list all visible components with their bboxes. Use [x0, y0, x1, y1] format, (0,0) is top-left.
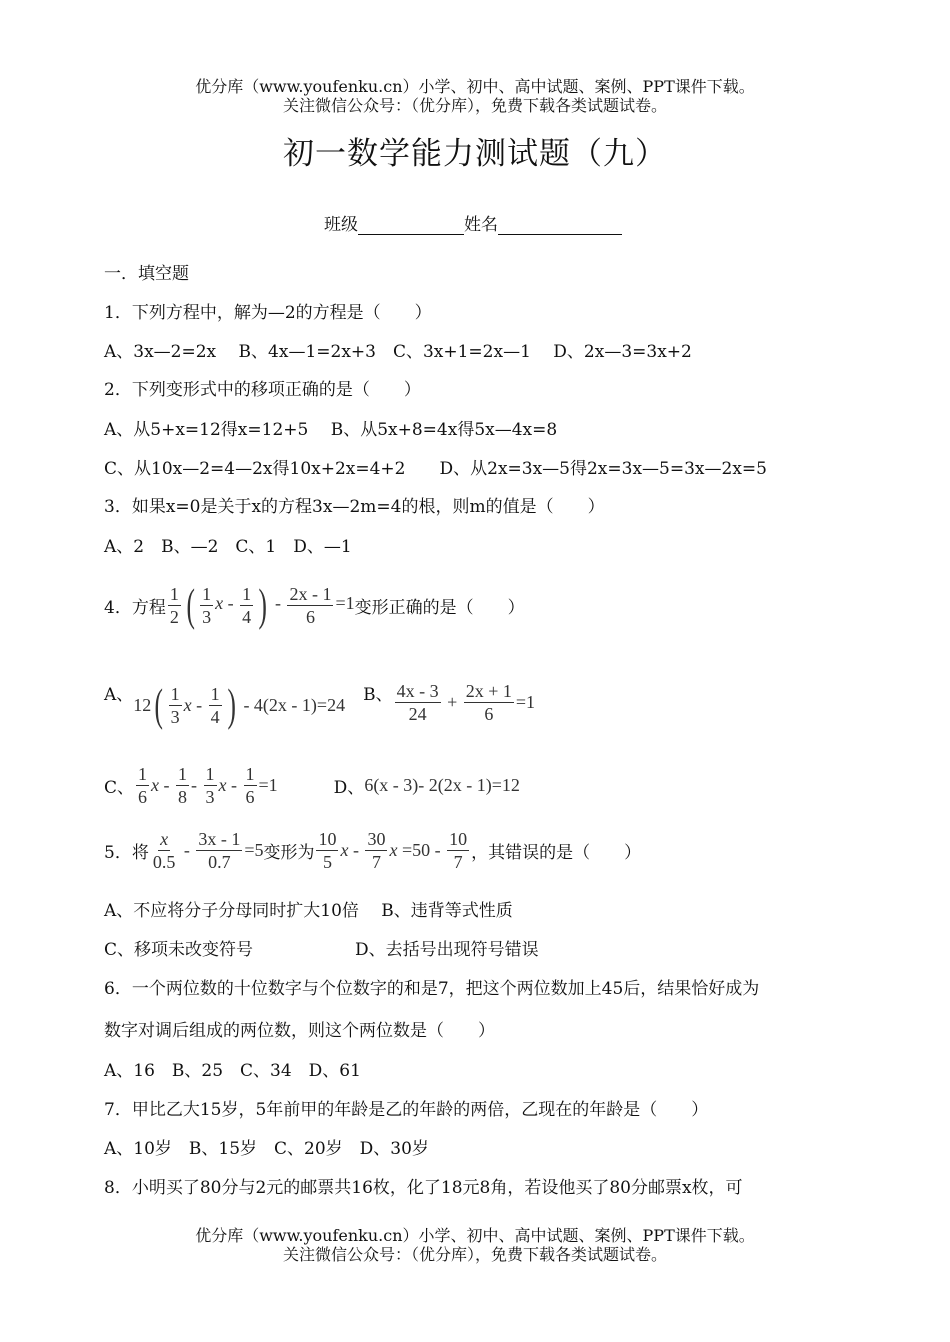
class-label: 班级: [324, 215, 358, 235]
section-heading: 一．填空题: [104, 264, 189, 284]
question-4-options-ab: A、 12 ( $\frac{1}{3}$ x - $\frac{1}{4}$ ) - 4(2x - 1)=24 B、 $\frac{4x - 3}{24}$ + $\frac{2x + 1}{6}$ =1: [104, 679, 536, 730]
question-5-options-ab: A、不应将分子分母同时扩大10倍 B、违背等式性质: [104, 901, 513, 921]
header-line-1: 优分库（www.youfenku.cn）小学、初中、高中试题、案例、PPT课件下载。: [195, 77, 755, 96]
question-1: 1．下列方程中，解为—2的方程是（ ）: [104, 303, 432, 323]
question-6-continued: 数字对调后组成的两位数，则这个两位数是（ ）: [104, 1021, 495, 1041]
name-label: 姓名: [464, 215, 498, 235]
question-4-option-b: $\frac{4x - 3}{24}$ + $\frac{2x + 1}{6}$ =1: [396, 681, 536, 724]
question-4-equation: $\frac{1}{2}$ ( $\frac{1}{3}$ x - $\frac{1}{4}$ ) - $\frac{2x - 1}{6}$ =1: [169, 579, 355, 630]
question-5-equation-original: $\frac{x}{0.5}$ - $\frac{3x - 1}{0.7}$ =5: [152, 829, 264, 872]
question-7-options: A、10岁 B、15岁 C、20岁 D、30岁: [104, 1139, 429, 1159]
question-1-options: A、3x—2=2x B、4x—1=2x+3 C、3x+1=2x—1 D、2x—3=3x+2: [104, 342, 692, 362]
student-info: [324, 210, 622, 235]
question-8: 8．小明买了80分与2元的邮票共16枚，化了18元8角，若设他买了80分邮票x枚，可: [104, 1178, 743, 1198]
question-2-options-ab: A、从5+x=12得x=12+5 B、从5x+8=4x得5x—4x=8: [104, 420, 558, 440]
name-blank[interactable]: [498, 234, 622, 235]
question-4-option-d: 6(x - 3)- 2(2x - 1)=12: [364, 775, 520, 795]
question-6: 6．一个两位数的十位数字与个位数字的和是7，把这个两位数加上45后，结果恰好成为: [104, 979, 760, 999]
question-4-prefix: 4．方程: [104, 597, 166, 618]
question-5-options-cd: C、移项未改变符号 D、去括号出现符号错误: [104, 940, 539, 960]
question-6-options: A、16 B、25 C、34 D、61: [104, 1061, 361, 1081]
footer-line-1: 优分库（www.youfenku.cn）小学、初中、高中试题、案例、PPT课件下载。: [195, 1226, 755, 1245]
question-3: 3．如果x=0是关于x的方程3x—2m=4的根，则m的值是（ ）: [104, 497, 605, 517]
question-4-suffix: 变形正确的是（ ）: [354, 597, 525, 618]
page-title: 初一数学能力测试题（九）: [283, 136, 667, 172]
question-4-options-cd: C、 $\frac{1}{6}$ x - $\frac{1}{8}$ - $\frac{1}{3}$ x - $\frac{1}{6}$ =1 D、 6(x - 3)- 2(2x - 1)=12: [104, 764, 520, 807]
question-7: 7．甲比乙大15岁，5年前甲的年龄是乙的年龄的两倍，乙现在的年龄是（ ）: [104, 1100, 709, 1120]
question-4-option-a: 12 ( $\frac{1}{3}$ x - $\frac{1}{4}$ ) - 4(2x - 1)=24: [133, 679, 346, 730]
question-5-equation-transformed: $\frac{10}{5}$ x - $\frac{30}{7}$ x =50 - $\frac{10}{7}$: [318, 829, 468, 872]
footer-line-2: 关注微信公众号：（优分库），免费下载各类试题试卷。: [282, 1245, 667, 1264]
question-4: [104, 579, 525, 630]
question-2: 2．下列变形式中的移项正确的是（ ）: [104, 380, 421, 400]
question-5: 5．将 $\frac{x}{0.5}$ - $\frac{3x - 1}{0.7}$ =5 变形为 $\frac{10}{5}$ x - $\frac{30}{7}$ x =50 - $\frac{10}{7}$ ，其错误的是（ ）: [104, 829, 642, 872]
question-4-option-c: $\frac{1}{6}$ x - $\frac{1}{8}$ - $\frac{1}{3}$ x - $\frac{1}{6}$ =1: [138, 764, 278, 807]
question-3-options: A、2 B、—2 C、1 D、—1: [104, 537, 352, 557]
header-line-2: 关注微信公众号：（优分库），免费下载各类试题试卷。: [282, 96, 667, 115]
question-2-options-cd: C、从10x—2=4—2x得10x+2x=4+2 D、从2x=3x—5得2x=3x—5=3x—2x=5: [104, 459, 767, 479]
class-blank[interactable]: [358, 234, 464, 235]
